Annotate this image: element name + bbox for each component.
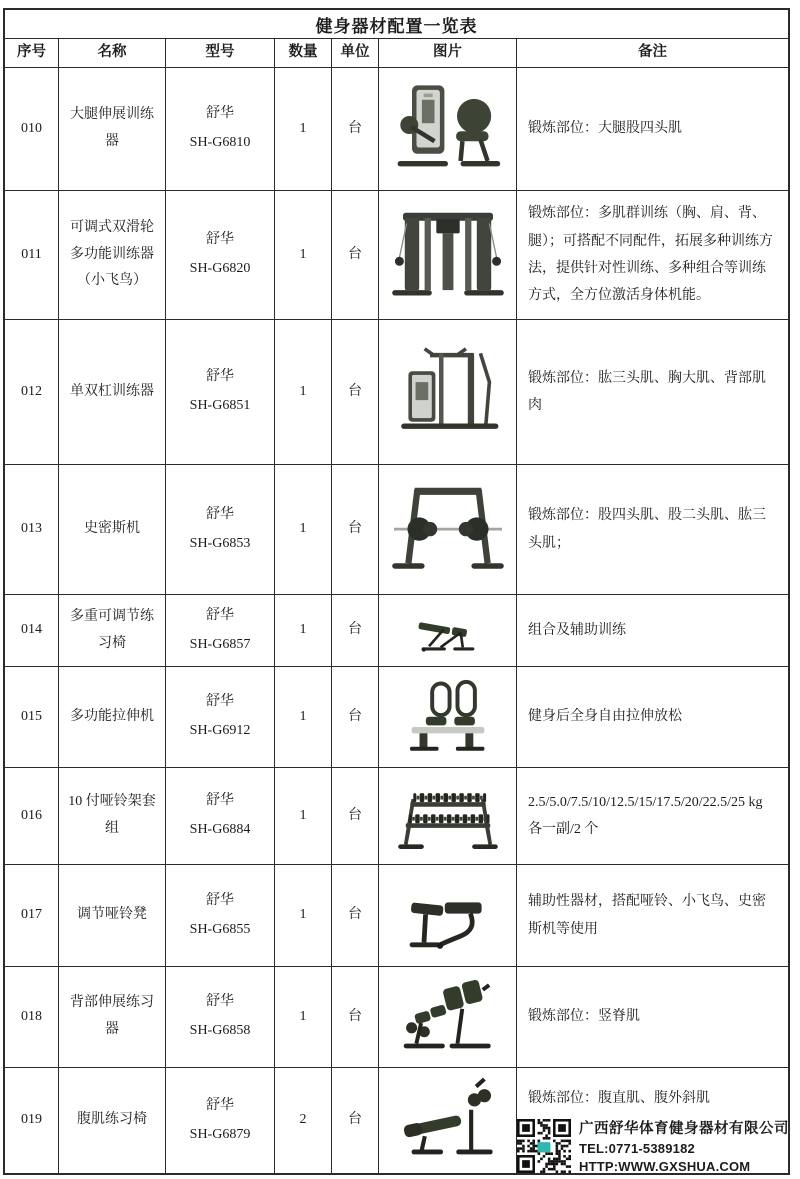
unit: 台 (332, 68, 379, 190)
company-website: HTTP:WWW.GXSHUA.COM (579, 1159, 751, 1174)
equipment-name: 可调式双滑轮多功能训练器（小飞鸟） (59, 191, 166, 319)
header-remark: 备注 (638, 44, 667, 61)
equipment-name: 调节哑铃凳 (59, 865, 166, 966)
equipment-name: 10 付哑铃架套组 (59, 768, 166, 864)
row-number: 017 (5, 865, 59, 966)
equipment-name: 大腿伸展训练器 (59, 68, 166, 190)
table-row (5, 191, 788, 320)
equipment-name: 多重可调节练习椅 (59, 595, 166, 666)
quantity: 1 (275, 967, 332, 1067)
unit: 台 (332, 191, 379, 319)
quantity: 2 (275, 1068, 332, 1173)
table-row (5, 967, 788, 1068)
brand-label: 舒华 (206, 793, 234, 809)
equipment-name: 腹肌练习椅 (59, 1068, 166, 1173)
equipment-table (3, 8, 790, 1175)
header-model: 型号 (166, 39, 275, 67)
brand-label: 舒华 (206, 694, 234, 710)
brand-label: 舒华 (206, 106, 234, 122)
company-stamp (517, 1117, 793, 1174)
stretch-machine-icon (379, 667, 517, 767)
header-no: 序号 (5, 39, 59, 67)
quantity: 1 (275, 465, 332, 594)
row-number: 011 (5, 191, 59, 319)
quantity: 1 (275, 667, 332, 767)
table-row (5, 667, 788, 768)
qr-code-icon (517, 1119, 571, 1173)
document-title: 健身器材配置一览表 (5, 10, 788, 39)
model-number: SH-G6853 (189, 535, 251, 551)
model-number: SH-G6879 (189, 1126, 251, 1142)
header-image: 图片 (379, 39, 517, 67)
model-number: SH-G6810 (189, 135, 251, 150)
equipment-name: 单双杠训练器 (59, 320, 166, 464)
model-number: SH-G6857 (189, 636, 251, 652)
table-row (5, 68, 788, 191)
table-row (5, 595, 788, 667)
row-number: 019 (5, 1068, 59, 1173)
dual-pulley-trainer-icon (379, 191, 517, 319)
quantity: 1 (275, 768, 332, 864)
model-number: SH-G6820 (189, 261, 251, 276)
brand-label: 舒华 (206, 1097, 234, 1113)
brand-label: 舒华 (206, 994, 234, 1010)
leg-extension-machine-icon (379, 68, 517, 190)
model-number: SH-G6851 (189, 398, 251, 413)
unit: 台 (332, 320, 379, 464)
table-header (5, 39, 788, 68)
equipment-model (166, 191, 275, 319)
remark: 健身后全身自由拉伸放松 (528, 709, 682, 725)
table-row (5, 465, 788, 595)
row-number: 013 (5, 465, 59, 594)
equipment-model (166, 768, 275, 864)
row-number: 014 (5, 595, 59, 666)
quantity: 1 (275, 595, 332, 666)
equipment-model (166, 1068, 275, 1173)
unit: 台 (332, 465, 379, 594)
remark: 锻炼部位：腹直肌、腹外斜肌 (528, 1091, 710, 1106)
unit: 台 (332, 595, 379, 666)
header-name: 名称 (59, 39, 166, 67)
unit: 台 (332, 1068, 379, 1173)
row-number: 016 (5, 768, 59, 864)
table-row (5, 865, 788, 967)
remark: 2.5/5.0/7.5/10/12.5/15/17.5/20/22.5/25 kg 各一副/2 个 (528, 794, 763, 837)
unit: 台 (332, 667, 379, 767)
quantity: 1 (275, 68, 332, 190)
model-number: SH-G6858 (189, 1023, 251, 1038)
model-number: SH-G6912 (189, 723, 251, 738)
remark: 锻炼部位：竖脊肌 (528, 1009, 640, 1025)
equipment-model (166, 967, 275, 1067)
brand-label: 舒华 (206, 369, 234, 385)
model-number: SH-G6855 (189, 921, 251, 937)
adjustable-bench-icon (379, 595, 517, 666)
row-number: 012 (5, 320, 59, 464)
equipment-name: 多功能拉伸机 (59, 667, 166, 767)
equipment-model (166, 320, 275, 464)
equipment-name: 史密斯机 (59, 465, 166, 594)
unit: 台 (332, 865, 379, 966)
back-extension-machine-icon (379, 967, 517, 1067)
chin-dip-trainer-icon (379, 320, 517, 464)
company-info (579, 1117, 789, 1174)
brand-label: 舒华 (206, 506, 234, 522)
quantity: 1 (275, 320, 332, 464)
header-unit: 单位 (332, 39, 379, 67)
row-number: 015 (5, 667, 59, 767)
equipment-model (166, 68, 275, 190)
unit: 台 (332, 967, 379, 1067)
brand-label: 舒华 (206, 232, 234, 248)
brand-label: 舒华 (206, 607, 234, 623)
model-number: SH-G6884 (189, 822, 251, 837)
equipment-model (166, 667, 275, 767)
dumbbell-rack-icon (379, 768, 517, 864)
table-body (5, 68, 788, 1173)
row-number: 018 (5, 967, 59, 1067)
ab-crunch-bench-icon (379, 1068, 517, 1173)
remark: 锻炼部位：大腿股四头肌 (528, 121, 682, 137)
equipment-model (166, 865, 275, 966)
equipment-model (166, 595, 275, 666)
quantity: 1 (275, 191, 332, 319)
flat-bench-icon (379, 865, 517, 966)
company-name: 广西舒华体育健身器材有限公司 (579, 1121, 789, 1137)
equipment-model (166, 465, 275, 594)
company-phone: TEL:0771-5389182 (579, 1141, 695, 1156)
smith-machine-icon (379, 465, 517, 594)
remark: 锻炼部位：多肌群训练（胸、肩、背、腿）；可搭配不同配件，拓展多种训练方法，提供针对性训练、多种组合等训练方式，全方位激活身体机能。 (528, 206, 773, 304)
remark: 组合及辅助训练 (528, 622, 626, 638)
remark: 锻炼部位：肱三头肌、胸大肌、背部肌肉 (528, 370, 766, 413)
brand-label: 舒华 (206, 892, 234, 908)
unit: 台 (332, 768, 379, 864)
quantity: 1 (275, 865, 332, 966)
table-row (5, 768, 788, 865)
row-number: 010 (5, 68, 59, 190)
equipment-name: 背部伸展练习器 (59, 967, 166, 1067)
header-qty: 数量 (275, 39, 332, 67)
remark: 辅助性器材，搭配哑铃、小飞鸟、史密斯机等使用 (528, 894, 766, 937)
table-row (5, 320, 788, 465)
remark: 锻炼部位：股四头肌、股二头肌、肱三头肌； (528, 508, 766, 551)
